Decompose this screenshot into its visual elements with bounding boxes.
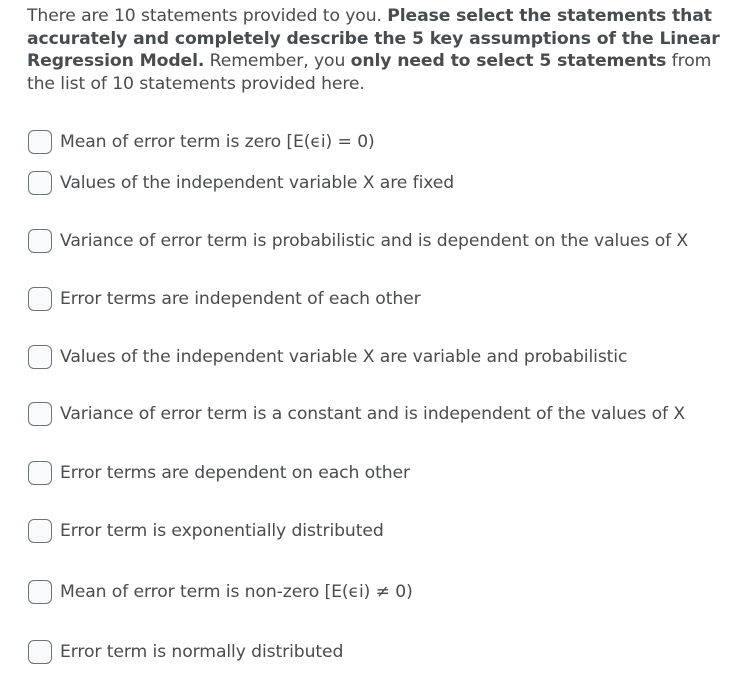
option-1-checkbox[interactable] — [28, 130, 52, 154]
option-6-label[interactable]: Variance of error term is a constant and is independent of the values of X — [60, 404, 686, 424]
option-2[interactable] — [28, 170, 454, 196]
option-8-checkbox[interactable] — [28, 519, 52, 543]
option-6-checkbox[interactable] — [28, 402, 52, 426]
option-10-checkbox[interactable] — [28, 640, 52, 664]
option-5-checkbox[interactable] — [28, 345, 52, 369]
option-2-label[interactable]: Values of the independent variable X are fixed — [60, 173, 455, 193]
option-10[interactable] — [28, 639, 343, 665]
option-3-label[interactable]: Variance of error term is probabilistic and is dependent on the values of X — [60, 231, 689, 251]
option-3[interactable] — [28, 228, 688, 254]
question-intro: There are 10 statements provided to you. — [27, 6, 388, 26]
question-text — [27, 5, 743, 96]
option-5-label[interactable]: Values of the independent variable X are variable and probabilistic — [60, 347, 628, 367]
option-8-label[interactable]: Error term is exponentially distributed — [60, 521, 384, 541]
question-emphasis: only need to select 5 statements — [350, 51, 667, 72]
option-9-label[interactable]: Mean of error term is non-zero [E(ϵi) ≠ 0) — [60, 582, 413, 602]
option-2-checkbox[interactable] — [28, 171, 52, 195]
option-7-checkbox[interactable] — [28, 461, 52, 485]
option-7[interactable] — [28, 460, 410, 486]
option-6[interactable] — [28, 401, 685, 427]
question-instruction: Please select the statements that accurately and completely describe the 5 key assumptions of the Linear Regression Model. — [27, 6, 720, 72]
option-9-checkbox[interactable] — [28, 580, 52, 604]
option-1[interactable] — [28, 129, 375, 155]
option-3-checkbox[interactable] — [28, 229, 52, 253]
option-8[interactable] — [28, 518, 384, 544]
option-4-checkbox[interactable] — [28, 287, 52, 311]
question-middle: Remember, you — [204, 51, 351, 72]
option-10-label[interactable]: Error term is normally distributed — [60, 642, 344, 662]
option-7-label[interactable]: Error terms are dependent on each other — [60, 463, 410, 483]
question-end: from the list of 10 statements provided here. — [27, 51, 712, 95]
option-9[interactable] — [28, 579, 413, 605]
option-5[interactable] — [28, 344, 627, 370]
option-4[interactable] — [28, 286, 421, 312]
option-4-label[interactable]: Error terms are independent of each other — [60, 289, 421, 309]
option-1-label[interactable]: Mean of error term is zero [E(ϵi) = 0) — [60, 132, 375, 152]
